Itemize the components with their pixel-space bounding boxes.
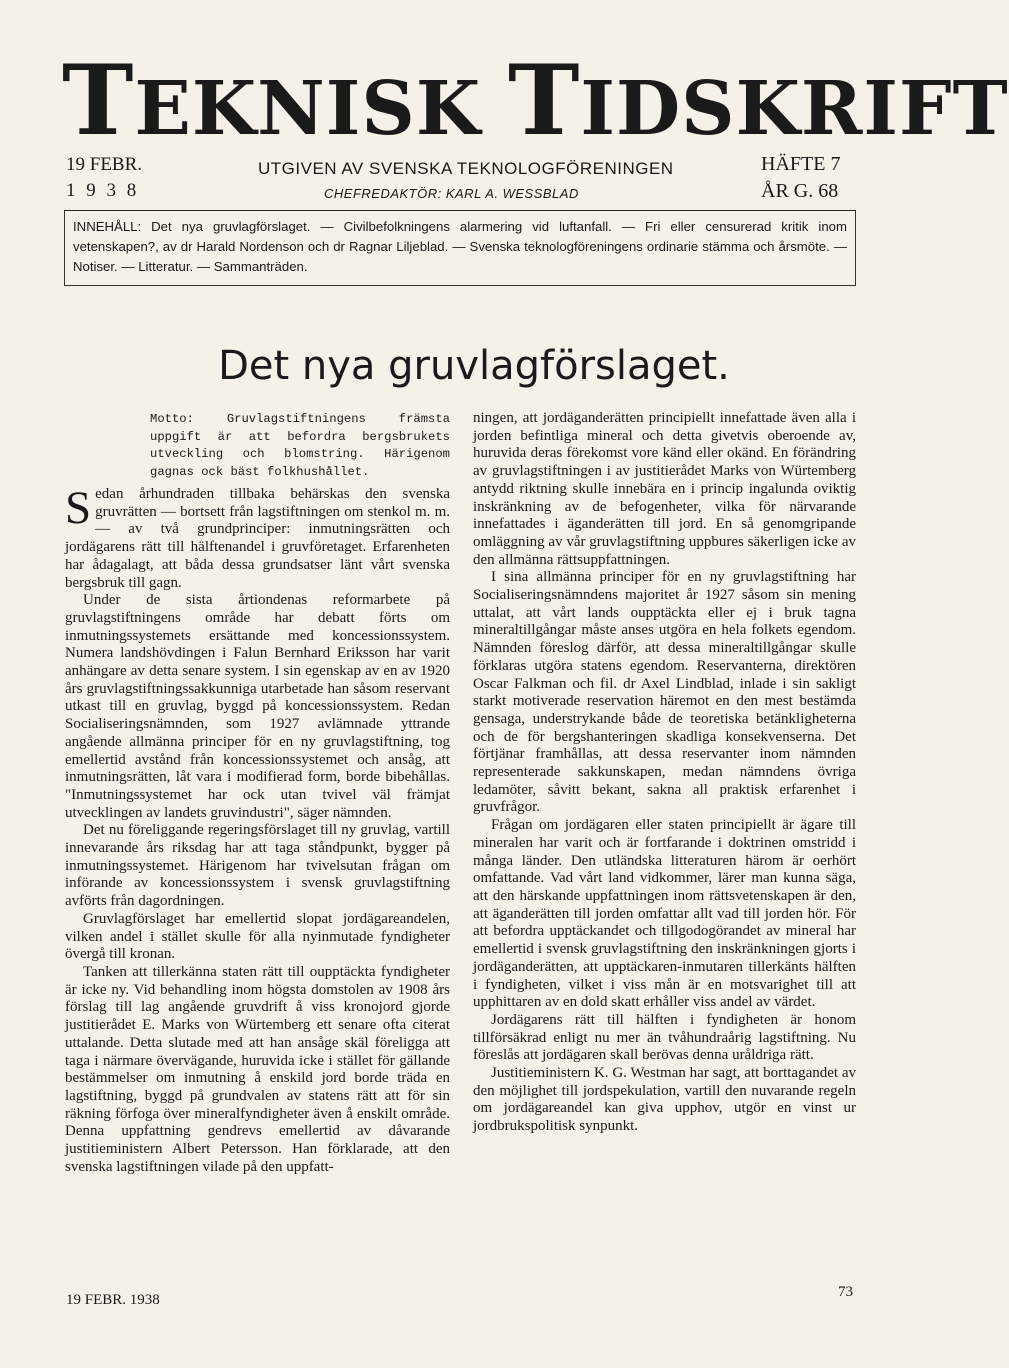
drop-cap: S [65,482,92,534]
right-column [473,410,856,1136]
masthead-word-1: EKNISK [134,66,482,152]
paragraph: Gruvlagförslaget har emellertid slopat jordägareandelen, vilken andel i stället skulle för alla nyinmutade fyndigheter övergå till kronan. [65,910,450,963]
issue-year: 1 9 3 8 [66,180,140,201]
page-number: 73 [838,1284,853,1300]
table-of-contents [64,210,856,286]
toc-text: INNEHÅLL: Det nya gruvlagförslaget. — Civilbefolkningens alarmering vid luftanfall. — Fri eller censurerad kritik inom vetenskapen?, av dr Harald Nordenson och dr Ragnar Liljeblad. — Svenska teknologföreningens ordinarie stämma och årsmöte. — Notiser. — Litteratur. — Sammanträden. [73,219,847,274]
masthead-title [62,44,1009,157]
paragraph: Frågan om jordägaren eller staten principiellt är ägare till mineralen har varit och är fortfarande i doktrinen omstridd i många länder. Den utländska litteraturen härom är oerhört omfattande. Vad vårt land vidkommer, lärer man kunna säga, att den härskande uppfattningen inom rättsvetenskapen är den, att äganderätten till jorden omfattar allt vad till jorden hör. För att befordra upptäckandet och tillgodogörandet av mineral har emellertid i svensk gruvlagstiftning den inskränkningen gjorts i jordäganderätten, att upptäckaren-inmutaren tillerkänts hälften i fyndigheten, vilket i viss mån är en motsvarighet till att upphittaren av en dold skatt erhåller viss andel av värdet. [473,817,856,1011]
opening-paragraph [65,482,450,592]
paragraph: Under de sista årtiondenas reformarbete på gruvlagstiftningens område har debatt förts om inmutningssystemets ersättande med koncessionssystem. Numera landshövdingen i Falun Bernhard Eriksson har varit anhängare av detta senare system. I sin egenskap av en av 1920 års gruvlagstiftningssakkunniga utarbetade han såsom reservant utkast till en gruvlag, byggd på koncessionssystem. Redan Socialiseringsnämnden, som 1927 avlämnade yttrande angående allmänna principer för en ny gruvlagstiftning, tog emellertid avstånd från koncessionssystemet och ansåg, att inmutningsrätten, låt vara i modifierad form, borde bibehållas. "Inmutningssystemet har ock utan tvivel väl främjat utvecklingen av landets gruvindustri", säger nämnden. [65,592,450,821]
paragraph: ningen, att jordäganderätten principiellt innefattade även alla i jorden befintliga mineral och detta givetvis oberoende av, huruvida deras förekomst vore känd eller okänd. En förändring av gruvlagstiftningen i av justitierådet Marks von Würtemberg antydd riktning skulle innebära en i princip ingalunda oviktig inskränkning av de befogenheter, vilka för närvarande innefattades i äganderätten till jord. En så genomgripande omläggning av vår gruvlagstiftning uppbures säkerligen icke av den allmänna rättsuppfattningen. [473,410,856,568]
left-column [65,482,450,1176]
paragraph: Tanken att tillerkänna staten rätt till oupptäckta fyndigheter är icke ny. Vid behandling inom högsta domstolen av 1908 års förslag till lag angående gruvdrift å viss kronojord gjorde justitierådet E. Marks von Würtemberg ett senare ofta citerat uttalande. Detta slutade med att han ansåge skäl föreligga att taga i närmare övervägande, huruvida icke i stället för gällande bestämmelser om inmutning å enskild jord borde träda en lagstiftning, byggd på grundvalen av statens rätt att för sin räkning förfoga över mineralfyndigheter även å enskilt område. Denna uppfattning gendrevs emellertid av dåvarande justitieministern Albert Petersson. Han förklarade, att den svenska lagstiftningen vilade på den uppfatt- [65,963,450,1175]
opening-text: edan århundraden tillbaka behärskas den svenska gruvrätten — bortsett från lagstiftningen om stenkol m. m. — av två grundprinciper: inmutningsrätten och jordägarens rätt till hälftenandel i gruvföretaget. Erfarenheten har ådagalagt, att båda dessa grundsatser länt vårt svenska bergsbruk till gagn. [65,486,450,591]
issue-date: 19 FEBR. [66,154,143,175]
paragraph: Det nu föreliggande regeringsförslaget till ny gruvlag, vartill innevarande års riksdag har att taga ståndpunkt, bygger på inmutningssystemet. Härigenom har tvivelsutan frågan om införande av koncessionssystem i svensk gruvlagstiftning avförts från dagordningen. [65,822,450,910]
article-motto: Motto: Gruvlagstiftningens främsta uppgift är att befordra bergsbrukets utveckling och blomstring. Härigenom gagnas ock bäst folkhushållet. [150,412,450,479]
footer-date: 19 FEBR. 1938 [66,1292,160,1308]
masthead-cap-2: T [507,44,581,157]
paragraph: Justitieministern K. G. Westman har sagt, att borttagandet av den möjlighet till jordspekulation, vartill den nuvarande regeln om jordägareandel kan giva upphov, utgör en vinst ur jordbrukspolitisk synpunkt. [473,1065,856,1135]
masthead-cap-1: T [62,44,135,157]
editor-line: CHEFREDAKTÖR: KARL A. WESSBLAD [324,186,579,201]
paragraph: I sina allmänna principer för en ny gruvlagstiftning har Socialiseringsnämndens majoritet år 1927 såsom sin mening uttalat, att vårt lands oupptäckta eller ej i bruk tagna mineraltillgångar måste anses utgöra en hela folkets egendom. Nämnden föreslog därför, att dessa mineraltillgångar skulle förklaras utgöra statens egendom. Reservanterna, direktören Oscar Falkman och fil. dr Axel Lindblad, inlade i sin sakligt starkt motiverade reservation häremot en den mest bestämda gensaga, understrykande både de teoretiska betänkligheterna och de för bergshanteringen skadliga konsekvenserna. Det förtjänar framhållas, att dessa reservanter inom nämnden representerade sakkunskapen, medan nämndens övriga ledamöter, såvitt bekant, sakna all praktisk erfarenhet i gruvfrågor. [473,569,856,816]
paragraph: Jordägarens rätt till hälften i fyndigheten är honom tillförsäkrad enligt nu mer än tvåhundraårig lagstiftning. Nu föreslås att jordägaren skall berövas denna uråldriga rätt. [473,1011,856,1064]
masthead-word-2: IDSKRIFT [580,66,1009,152]
publisher-line: UTGIVEN AV SVENSKA TEKNOLOGFÖRENINGEN [258,159,674,178]
article-title: Det nya gruvlagförslaget. [218,343,730,389]
volume-number: ÅR G. 68 [761,180,839,202]
issue-number: HÄFTE 7 [761,153,841,175]
